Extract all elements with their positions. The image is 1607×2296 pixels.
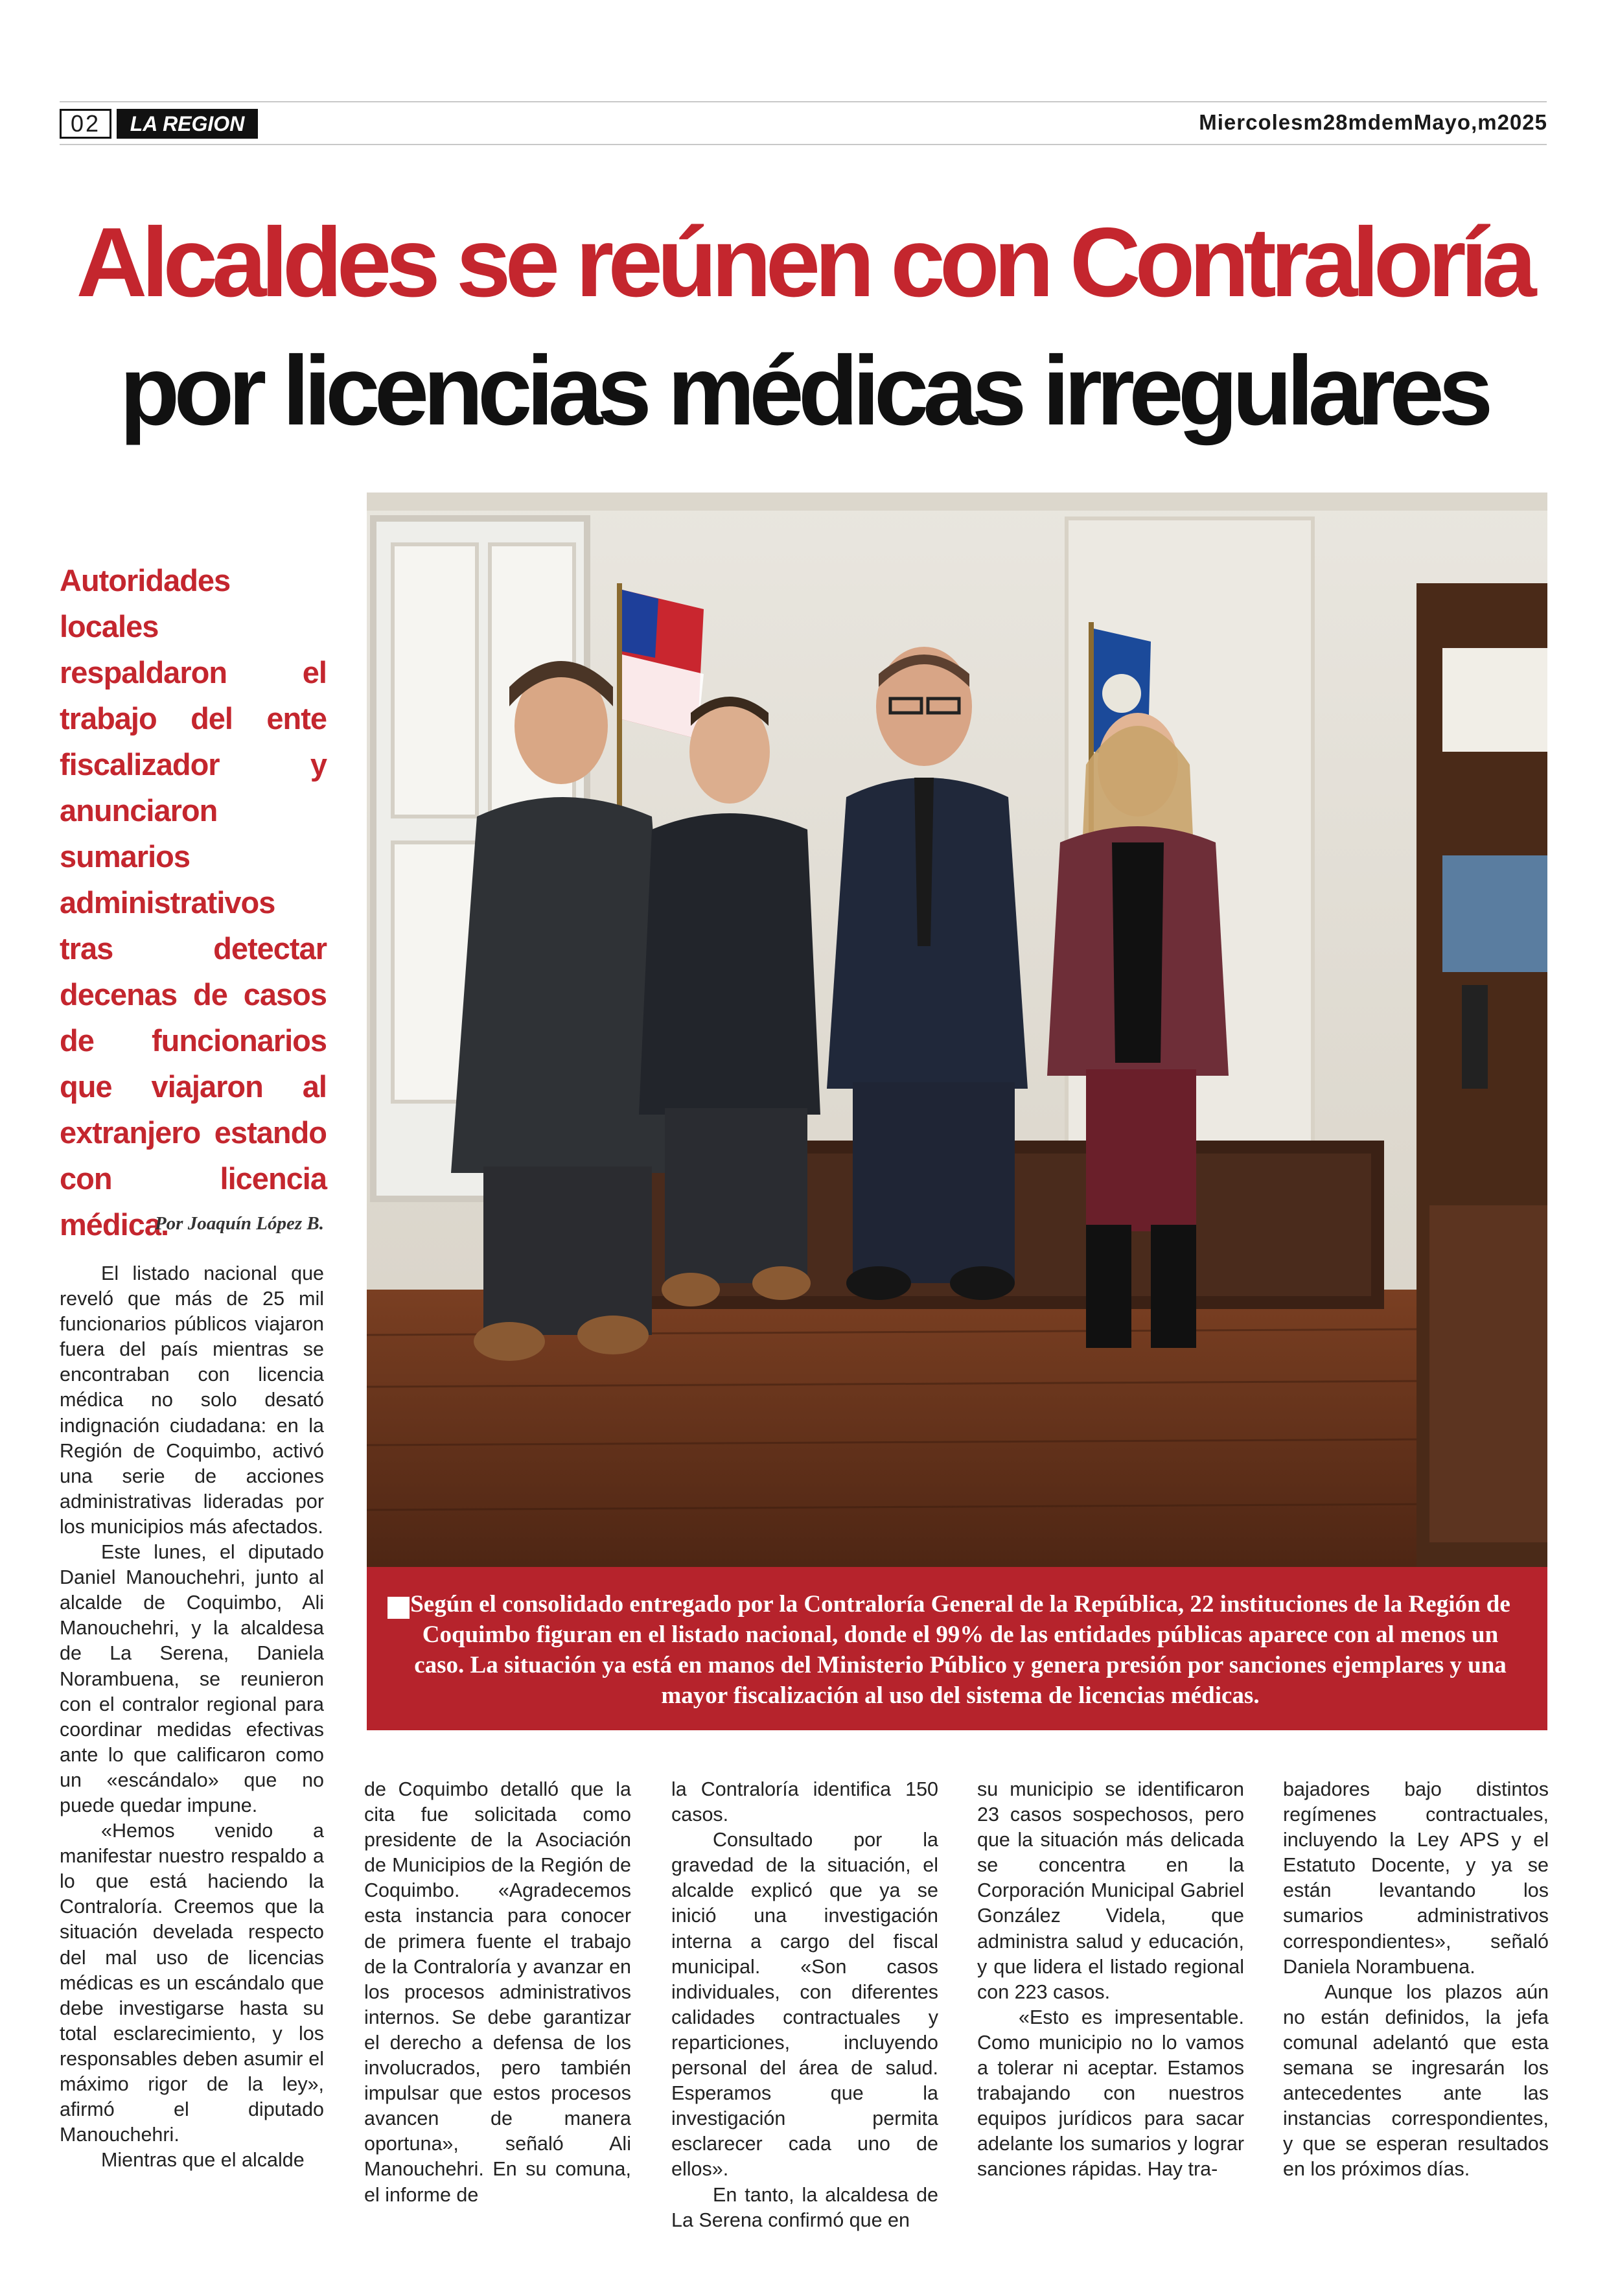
paragraph: Mientras que el alcalde [101, 2149, 305, 2172]
byline: Por Joaquín López B. [154, 1213, 324, 1234]
article-column-4 [977, 1777, 1244, 2183]
paragraph: «Esto es impresentable. Como municipio no lo vamos a tolerar ni aceptar. Estamos trabajando con nuestros equipos jurídicos para sacar adelante los sumarios y lograr sanciones rápidas. Hay tra- [977, 2006, 1244, 2181]
paragraph: En tanto, la alcaldesa de La Serena confirmó que en [671, 2183, 938, 2231]
paragraph: «Hemos venido a manifestar nuestro respaldo a lo que está haciendo la Contraloría. Creemos que la situación develada respecto del mal uso de licencias médicas es un escándalo que debe investigarse hasta su total esclarecimiento, y los responsables deben asumir el máximo rigor de la ley», afirmó el diputado Manouchehri. [60, 1820, 324, 2146]
page-number: 02 [60, 109, 111, 139]
article-column-3 [671, 1777, 938, 2233]
photo-caption: Según el consolidado entregado por la Contraloría General de la República, 22 instituciones de la Región de Coquimbo figuran en el listado nacional, donde el 99% de las entidades públicas aparece con al menos un caso. La situación ya está en manos del Ministerio Público y genera presión por sanciones ejemplares y una mayor fiscalización al uso del sistema de licencias médicas. [410, 1591, 1510, 1709]
paragraph: la Contraloría identifica 150 casos. [671, 1778, 938, 1826]
paragraph: Aunque los plazos aún no están definidos, la jefa comunal adelantó que esta semana se ingresarán los antecedentes ante las instancias correspondientes, y que se esperan resultados en los próximos días. [1283, 1980, 1549, 2181]
header-rule-top [60, 101, 1547, 102]
paragraph: Consultado por la gravedad de la situación, el alcalde explicó que ya se inició una investigación interna a cargo del fiscal municipal. «Son casos individuales, con diferentes calidades contractuales y reparticiones, incluyendo personal del área de salud. Esperamos que la investigación permita esclarecer cada uno de ellos». [671, 1829, 938, 2181]
photo-icon [367, 493, 1547, 1567]
paper-name: LA REGION [117, 109, 258, 139]
article-photo [367, 493, 1547, 1567]
article-column-5 [1283, 1777, 1549, 2183]
caption-box [367, 1567, 1547, 1730]
paragraph: Este lunes, el diputado Daniel Manouchehri, junto al alcalde de Coquimbo, Ali Manouchehri, y la alcaldesa de La Serena, Daniela Norambuena, se reunieron con el contralor regional para coordinar medidas efectivas ante lo que calificaron como un «escándalo» que no puede quedar impune. [60, 1541, 324, 1816]
issue-date: Miercolesm28mdemMayo,m2025 [1199, 110, 1547, 134]
paragraph: El listado nacional que reveló que más de 25 mil funcionarios públicos viajaron fuera del país mientras se encontraban con licencia médica no solo desató indignación ciudadana: en la Región de Coquimbo, activó una serie de acciones administrativas lideradas por los municipios más afectados. [60, 1262, 324, 1538]
headline-line-2: por licencias médicas irregulares [119, 336, 1488, 446]
article-column-1 [60, 1261, 324, 2173]
subhead: Autoridades locales respaldaron el trabajo del ente fiscalizador y anunciaron sumarios administrativos tras detectar decenas de casos de funcionarios que viajaron al extranjero estando con licencia médica. [60, 563, 327, 1242]
paragraph: su municipio se identificaron 23 casos sospechosos, pero que la situación más delicada se concentra en la Corporación Municipal Gabriel González Videla, que administra salud y educación, y que lidera el listado regional con 223 casos. [977, 1778, 1244, 2003]
article-column-2 [364, 1777, 631, 2208]
paragraph: bajadores bajo distintos regímenes contractuales, incluyendo la Ley APS y el Estatuto Docente, y ya se están levantando los sumarios administrativos correspondientes», señaló Daniela Norambuena. [1283, 1778, 1549, 1978]
headline-line-1: Alcaldes se reúnen con Contraloría [76, 207, 1531, 318]
header-rule-bottom [60, 144, 1547, 145]
paragraph: de Coquimbo detalló que la cita fue solicitada como presidente de la Asociación de Municipios de la Región de Coquimbo. «Agradecemos esta instancia para conocer de primera fuente el trabajo de la Contraloría y avanzar en los procesos administrativos internos. Se debe garantizar el derecho a defensa de los involucrados, pero también impulsar que estos procesos avancen de manera oportuna», señaló Ali Manouchehri. En su comuna, el informe de [364, 1778, 631, 2206]
